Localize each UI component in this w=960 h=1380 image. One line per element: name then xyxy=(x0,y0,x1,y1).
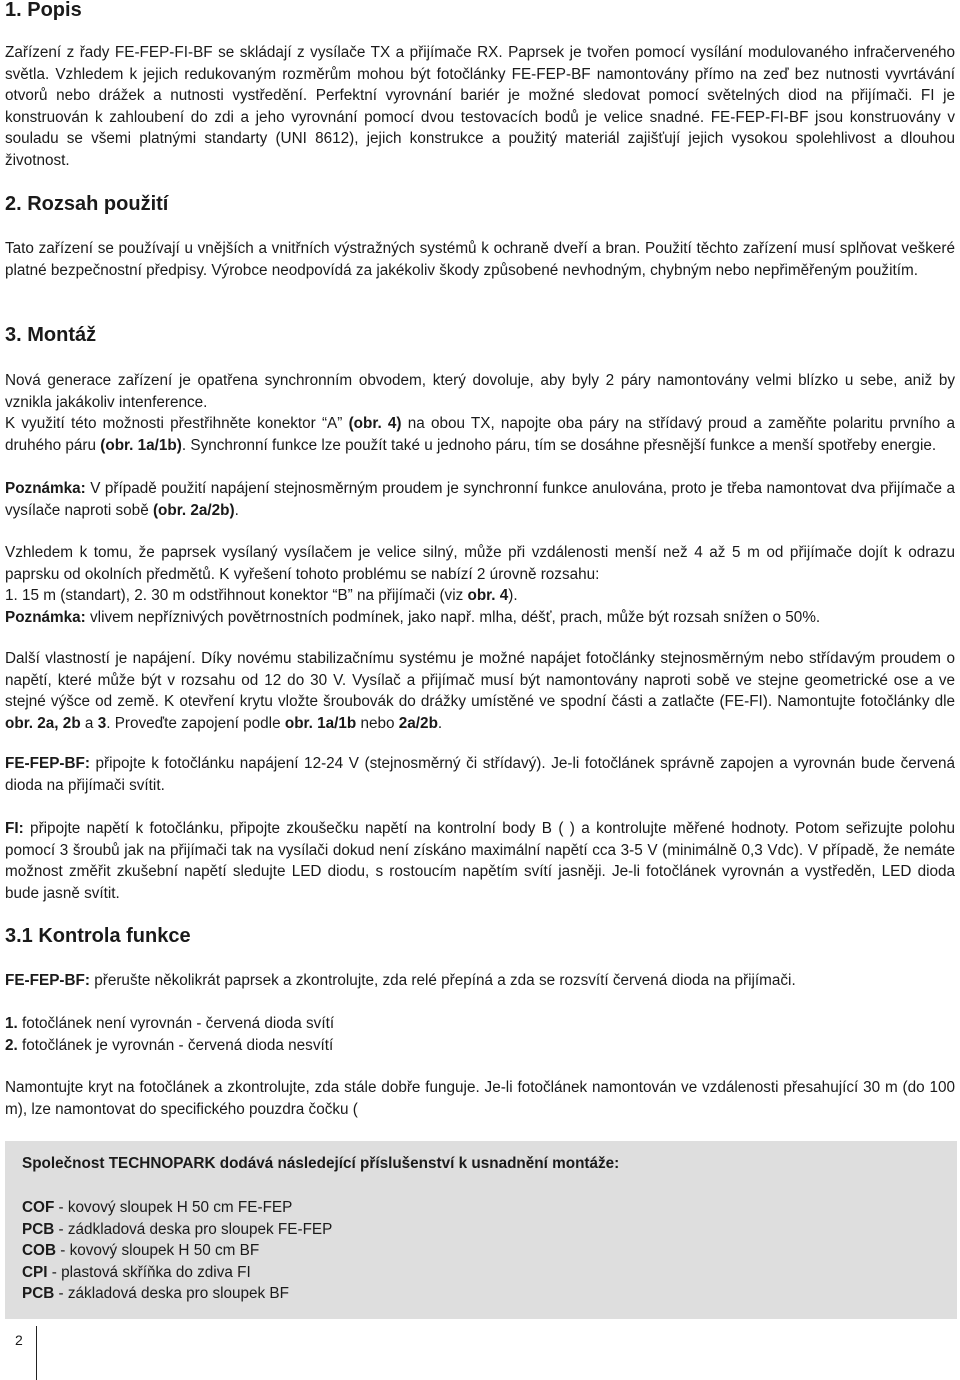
page-number: 2 xyxy=(15,1332,23,1348)
text-run: . xyxy=(437,714,443,732)
section-3-1-paragraph-1 xyxy=(5,970,955,992)
note-label: Poznámka: xyxy=(5,480,86,497)
figure-ref: (obr. 4) xyxy=(348,415,402,432)
section-3-1-title: 3.1 Kontrola funkce xyxy=(5,925,191,947)
accessories-box xyxy=(5,1141,957,1319)
text-run: ). xyxy=(508,587,518,605)
section-3-paragraph-fi xyxy=(5,818,955,904)
text-run: . xyxy=(234,501,239,519)
list-item: fotočlánek je vyrovnán - červená dioda nesvítí xyxy=(17,1036,334,1054)
model-label: FE-FEP-BF: xyxy=(5,972,90,989)
accessory-description: - plastová skříňka do zdiva FI xyxy=(47,1263,251,1281)
model-label: FI: xyxy=(5,820,24,837)
accessory-code: PCB xyxy=(22,1285,55,1302)
figure-ref: obr. 4 xyxy=(467,587,509,605)
text-run: 1. 15 m (standart), 2. 30 m odstřihnout konektor “B” na přijímači (viz xyxy=(5,587,468,605)
section-3-1-paragraph-2: Namontujte kryt na fotočlánek a zkontrolujte, zda stále dobře funguje. Je-li fotočlánek namontován ve vzdálenosti přesahující 30 m (do 100 m), lze namontovat do specifického pouzdra čočku ( xyxy=(5,1079,955,1118)
section-3-title: 3. Montáž xyxy=(5,324,97,346)
accessory-item xyxy=(22,1262,251,1284)
text-run: Další vlastností je napájení. Díky novému stabilizačnímu systému je možné napájet fotočlánky stejnosměrným nebo střídavým proudem o napětí, které může být v rozsahu od 12 do 30 V. Vysílač a přijímač musí být namontovány naproti sobě ve stejne geometrické ose a ve stejné výšce od země. K otevření krytu vložte šroubovák do drážky umístěné ve spodní části a zatlačte (FE-FI). Namontujte fotočlánky dle xyxy=(5,650,955,711)
figure-ref: (obr. 2a/2b) xyxy=(152,501,235,519)
text-run: a xyxy=(80,714,98,732)
section-2-paragraph: Tato zařízení se používají u vnějších a vnitřních výstražných systémů k ochraně dveří a bran. Použití těchto zařízení musí splňovat veškeré platné bezpečnostní předpisy. Výrobce neodpovídá za jakékoliv škody způsobené nevhodným, chybným nebo nepřiměřeným použitím. xyxy=(5,240,955,279)
accessories-title: Společnost TECHNOPARK dodává následející příslušenství k usnadnění montáže: xyxy=(22,1155,620,1172)
text-run: Vzhledem k tomu, že paprsek vysílaný vysílačem je velice silný, může při vzdálenosti menší než 4 až 5 m od přijímače dojít k odrazu paprsku od okolních předmětů. K vyřešení tohoto problému se nabízí 2 úrovně rozsahu: xyxy=(5,544,955,583)
section-3-paragraph-4 xyxy=(5,648,955,734)
list-number: 1. xyxy=(5,1015,18,1032)
model-label: FE-FEP-BF: xyxy=(5,755,90,772)
accessory-code: COF xyxy=(22,1199,55,1216)
section-3-note-1 xyxy=(5,478,955,521)
text-run: K využití této možnosti přestřihněte konektor “A” xyxy=(5,415,349,432)
list-item: fotočlánek není vyrovnán - červená dioda svítí xyxy=(17,1015,335,1032)
section-1-title: 1. Popis xyxy=(5,0,82,21)
accessory-code: COB xyxy=(22,1242,56,1259)
check-list xyxy=(5,1013,955,1056)
section-3-paragraph-1: Nová generace zařízení je opatřena synchronním obvodem, který dovoluje, aby byly 2 páry namontovány velmi blízko u sebe, aniž by vznikla jakákoliv intenference. xyxy=(5,372,955,411)
accessory-item xyxy=(22,1219,332,1241)
figure-ref: obr. 2a, 2b xyxy=(5,714,81,732)
text-run: vlivem nepříznivých povětrnostních podmínek, jako např. mlha, déšť, prach, může být rozsah snížen o 50%. xyxy=(85,608,821,626)
accessory-code: CPI xyxy=(22,1263,48,1281)
note-label: Poznámka: xyxy=(5,608,86,626)
accessory-description: - kovový sloupek H 50 cm FE-FEP xyxy=(54,1199,293,1216)
text-run: přerušte několikrát paprsek a zkontrolujte, zda relé přepíná a zda se rozsvítí červená dioda na přijímači. xyxy=(89,972,796,989)
text-run: na obou TX, napojte oba páry na střídavý proud a zaměňte polaritu prvního a druhého páru xyxy=(5,415,955,454)
accessory-description: - základová deska pro sloupek BF xyxy=(54,1285,289,1302)
text-run: připojte napětí k fotočlánku, připojte zkoušečku napětí na kontrolní body B ( ) a kontrolujte měřené hodnoty. Potom seřizujte polohu pomocí 3 šroubů jak na přijímači tak na vysílači dokud není získáno maximální napětí cca 3-5 V (minimálně 0,3 Vdc). V případě, že nemáte možnost změřit zkušební napětí sledujte LED diodu, s rostoucím napětím svítí jasněji. Je-li fotočlánek vyrovnán a vystředěn, LED dioda bude jasně svítit. xyxy=(5,820,955,902)
text-run: nebo xyxy=(356,714,399,732)
text-run: V případě použití napájení stejnosměrným proudem je synchronní funkce anulována, proto je třeba namontovat dva přijímače a vysílače naproti sobě xyxy=(5,480,955,519)
section-2-title: 2. Rozsah použití xyxy=(5,193,169,215)
accessory-description: - zádkladová deska pro sloupek FE-FEP xyxy=(54,1220,333,1238)
list-number: 2. xyxy=(5,1036,18,1054)
text-run: . Proveďte zapojení podle xyxy=(106,714,285,732)
figure-ref: (obr. 1a/1b) xyxy=(100,436,182,454)
accessory-code: PCB xyxy=(22,1220,55,1238)
accessory-item xyxy=(22,1283,289,1305)
section-1-paragraph: Zařízení z řady FE-FEP-FI-BF se skládají z vysílače TX a přijímače RX. Paprsek je tvořen pomocí vysílání modulovaného infračerveného světla. Vzhledem k jejich redukovaným rozměrům mohou být fotočlánky FE-FEP-BF namontovány přímo na zeď bez nutnosti vyvrtávání otvorů nebo drážek a nutnosti vystředění. Perfektní vyrovnání bariér je možné sledovat pomocí světelných diod na přijímači. FI je konstruován k zahloubení do zdi a jeho vyrovnání pomocí dvou testovacích bodů je velice snadné. FE-FEP-FI-BF jsou konstruovány v souladu se všemi platnými standarty (UNI 8612), jejich konstrukce a použitý materiál zajišťují jejich vysokou spolehlivost a dlouhou životnost. xyxy=(5,44,955,169)
accessory-description: - kovový sloupek H 50 cm BF xyxy=(56,1242,260,1259)
footer-divider xyxy=(36,1326,37,1380)
text-run: připojte k fotočlánku napájení 12-24 V (stejnosměrný či střídavý). Je-li fotočlánek správně zapojen a vyrovnán bude červená dioda na přijímači svítit. xyxy=(5,755,955,794)
section-3-paragraph-3 xyxy=(5,542,955,628)
accessory-item xyxy=(22,1240,259,1262)
section-3-paragraph-2 xyxy=(5,413,955,456)
figure-ref: 3 xyxy=(97,714,107,732)
accessory-item xyxy=(22,1197,292,1219)
section-3-paragraph-fe-fep-bf xyxy=(5,753,955,796)
figure-ref: obr. 1a/1b xyxy=(284,714,357,732)
text-run: . Synchronní funkce lze použít také u jednoho páru, tím se dosáhne přesnější funkce a menší spotřeby energie. xyxy=(181,436,937,454)
figure-ref: 2a/2b xyxy=(398,714,438,732)
